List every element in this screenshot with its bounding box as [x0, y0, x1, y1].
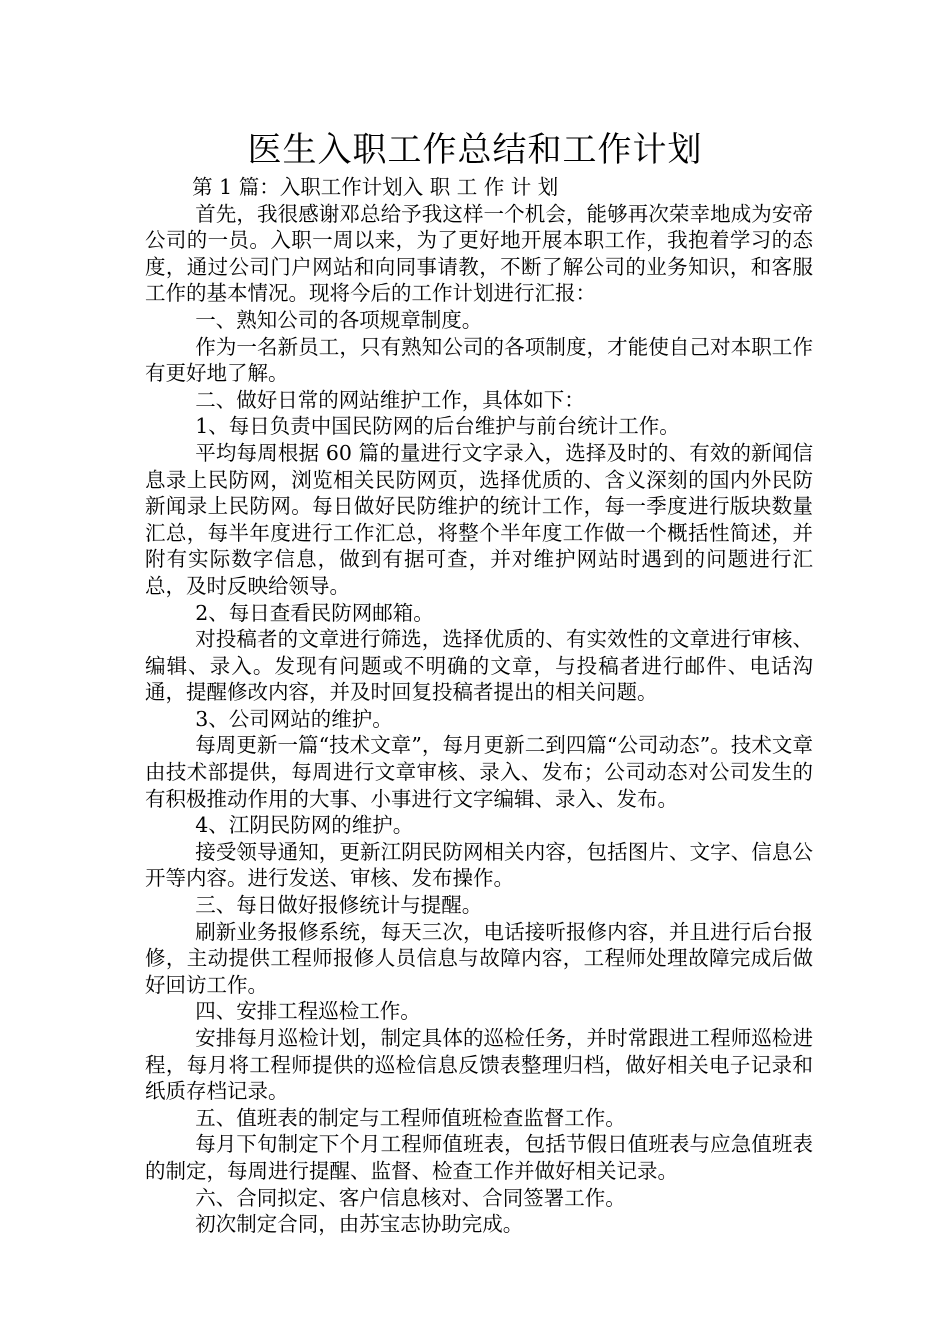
subsection-heading: 六、合同拟定、客户信息核对、合同签署工作。 [195, 1185, 626, 1210]
subsection-heading: 3、公司网站的维护。 [195, 706, 393, 731]
subsection-heading: 二、做好日常的网站维护工作，具体如下： [195, 387, 585, 412]
body-paragraph: 安排每月巡检计划，制定具体的巡检任务，并时常跟进工程师巡检进程，每月将工程师提供的巡检信息反馈表整理归档，做好相关电子记录和纸质存档记录。 [145, 1026, 813, 1104]
subsection-heading: 五、值班表的制定与工程师值班检查监督工作。 [195, 1105, 626, 1130]
body-paragraph: 初次制定合同，由苏宝志协助完成。 [195, 1212, 524, 1237]
body-paragraph: 每月下旬制定下个月工程师值班表，包括节假日值班表与应急值班表的制定，每周进行提醒、监督、检查工作并做好相关记录。 [145, 1132, 813, 1183]
subsection-heading: 四、安排工程巡检工作。 [195, 999, 421, 1024]
subsection-heading: 1、每日负责中国民防网的后台维护与前台统计工作。 [195, 414, 680, 439]
body-paragraph: 首先，我很感谢邓总给予我这样一个机会，能够再次荣幸地成为安帝公司的一员。入职一周以来，为了更好地开展本职工作，我抱着学习的态度，通过公司门户网站和向同事请教，不断了解公司的业务知识，和客服工作的基本情况。现将今后的工作计划进行汇报： [145, 201, 813, 306]
subsection-heading: 4、江阴民防网的维护。 [195, 813, 414, 838]
body-paragraph: 刷新业务报修系统，每天三次，电话接听报修内容，并且进行后台报修，主动提供工程师报修人员信息与故障内容，工程师处理故障完成后做好回访工作。 [145, 919, 813, 997]
document-title: 医生入职工作总结和工作计划 [247, 130, 703, 170]
subsection-heading: 2、每日查看民防网邮箱。 [195, 600, 434, 625]
body-paragraph: 对投稿者的文章进行筛选，选择优质的、有实效性的文章进行审核、编辑、录入。发现有问题或不明确的文章，与投稿者进行邮件、电话沟通，提醒修改内容，并及时回复投稿者提出的相关问题。 [145, 627, 813, 705]
body-paragraph: 平均每周根据 60 篇的量进行文字录入，选择及时的、有效的新闻信息录上民防网，浏览相关民防网页，选择优质的、含义深刻的国内外民防新闻录上民防网。每日做好民防维护的统计工作，每一季度进行版块数量汇总，每半年度进行工作汇总，将整个半年度工作做一个概括性简述，并附有实际数字信息，做到有据可查，并对维护网站时遇到的问题进行汇总，及时反映给领导。 [145, 440, 813, 598]
subsection-heading: 三、每日做好报修统计与提醒。 [195, 893, 483, 918]
document-body [145, 174, 813, 1238]
body-paragraph: 每周更新一篇“技术文章”，每月更新二到四篇“公司动态”。技术文章由技术部提供，每周进行文章审核、录入、发布；公司动态对公司发生的有积极推动作用的大事、小事进行文字编辑、录入、发布。 [145, 733, 813, 811]
section-heading: 第 1 篇：入职工作计划入 职 工 作 计 划 [192, 175, 559, 199]
subsection-heading: 一、熟知公司的各项规章制度。 [195, 307, 483, 332]
body-paragraph: 接受领导通知，更新江阴民防网相关内容，包括图片、文字、信息公开等内容。进行发送、审核、发布操作。 [145, 839, 813, 891]
body-paragraph: 作为一名新员工，只有熟知公司的各项制度，才能使自己对本职工作有更好地了解。 [145, 334, 813, 386]
paragraph-list [145, 201, 813, 1238]
